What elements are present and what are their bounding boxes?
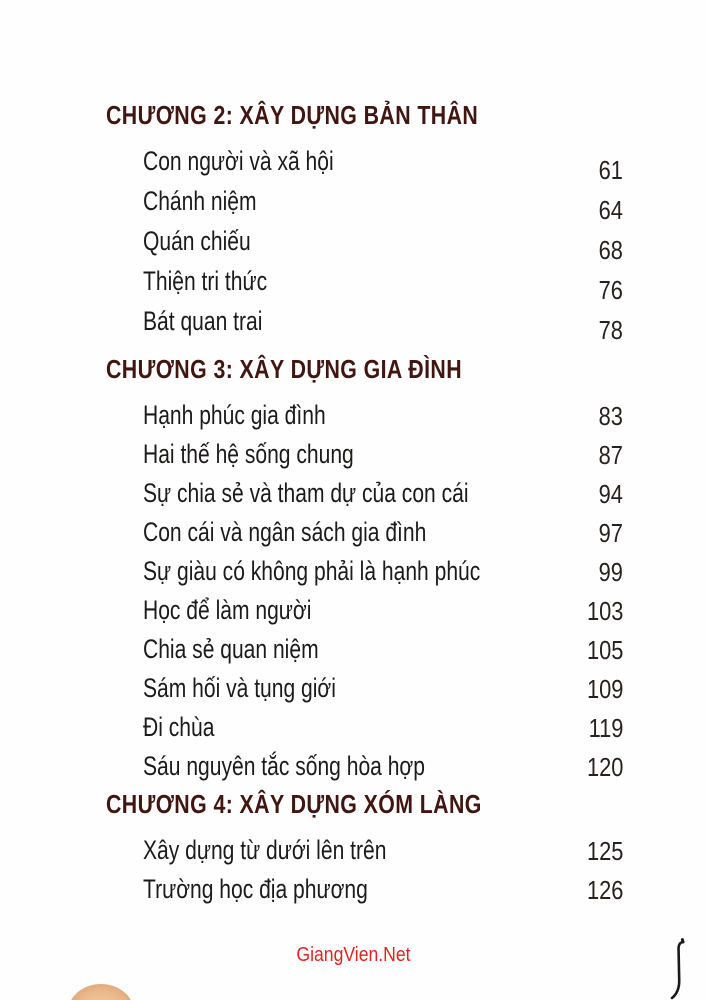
chapter-heading: CHƯƠNG 3: XÂY DỰNG GIA ĐÌNH bbox=[106, 354, 463, 384]
toc-entry bbox=[143, 747, 623, 786]
toc-entry bbox=[143, 142, 623, 185]
toc-entry bbox=[143, 396, 623, 435]
toc-entry-title: Học để làm người bbox=[143, 594, 312, 625]
toc-entry-page-number: 105 bbox=[586, 634, 623, 665]
toc-entry-page-number: 119 bbox=[588, 712, 623, 743]
toc-entry bbox=[143, 474, 623, 513]
toc-entry-title: Sám hối và tụng giới bbox=[143, 672, 336, 703]
toc-entry-page-number: 78 bbox=[598, 315, 623, 345]
toc-entry-page-number: 61 bbox=[598, 155, 623, 185]
toc-entry-page-number: 64 bbox=[598, 195, 623, 225]
chapter-items bbox=[106, 142, 623, 345]
toc-entry-page-number: 109 bbox=[586, 673, 623, 704]
toc-entry-page-number: 76 bbox=[598, 275, 623, 305]
toc-entry bbox=[143, 302, 623, 345]
toc-entry-title: Chia sẻ quan niệm bbox=[143, 633, 319, 664]
toc-section bbox=[106, 789, 623, 909]
chapter-heading: CHƯƠNG 2: XÂY DỰNG BẢN THÂN bbox=[106, 100, 479, 130]
toc-entry bbox=[143, 222, 623, 265]
chapter-items bbox=[106, 831, 623, 909]
toc-entry-title: Bát quan trai bbox=[143, 306, 263, 337]
toc-entry-title: Sáu nguyên tắc sống hòa hợp bbox=[143, 750, 425, 781]
page-edge-line bbox=[670, 938, 692, 1000]
toc-entry-title: Xây dựng từ dưới lên trên bbox=[143, 834, 387, 865]
toc-entry-title: Đi chùa bbox=[143, 711, 215, 742]
chapter-items bbox=[106, 396, 623, 786]
toc-entry bbox=[143, 591, 623, 630]
toc-entry-page-number: 97 bbox=[598, 517, 623, 548]
toc-entry-title: Sự chia sẻ và tham dự của con cái bbox=[143, 477, 469, 508]
finger-artifact bbox=[68, 984, 134, 1000]
toc-entry-page-number: 68 bbox=[598, 235, 623, 265]
toc-entry bbox=[143, 513, 623, 552]
toc-entry bbox=[143, 831, 623, 870]
toc-entry bbox=[143, 552, 623, 591]
toc-entry-title: Con cái và ngân sách gia đình bbox=[143, 516, 427, 547]
toc-section bbox=[106, 354, 623, 786]
toc-entry bbox=[143, 182, 623, 225]
toc-entry-page-number: 94 bbox=[598, 478, 623, 509]
toc-entry bbox=[143, 262, 623, 305]
toc-entry-title: Quán chiếu bbox=[143, 226, 251, 257]
toc-entry-page-number: 120 bbox=[586, 751, 623, 782]
watermark-text: GiangVien.Net bbox=[296, 944, 411, 966]
toc-entry-page-number: 87 bbox=[598, 439, 623, 470]
toc-entry-title: Hai thế hệ sống chung bbox=[143, 438, 354, 469]
toc-entry bbox=[143, 630, 623, 669]
toc-entry-title: Trường học địa phương bbox=[143, 873, 368, 904]
toc-entry bbox=[143, 435, 623, 474]
chapter-heading: CHƯƠNG 4: XÂY DỰNG XÓM LÀNG bbox=[106, 789, 482, 819]
toc-entry bbox=[143, 708, 623, 747]
toc-entry-page-number: 103 bbox=[586, 595, 623, 626]
toc-entry-page-number: 125 bbox=[586, 835, 623, 866]
toc-section bbox=[106, 100, 623, 345]
toc-entry-title: Con người và xã hội bbox=[143, 146, 334, 177]
toc-entry-title: Sự giàu có không phải là hạnh phúc bbox=[143, 555, 481, 586]
toc-entry-page-number: 83 bbox=[598, 400, 623, 431]
toc-entry bbox=[143, 870, 623, 909]
toc-entry-title: Chánh niệm bbox=[143, 186, 257, 217]
toc-entry bbox=[143, 669, 623, 708]
toc-entry-title: Thiện tri thức bbox=[143, 266, 268, 297]
toc-entry-page-number: 126 bbox=[586, 874, 623, 905]
toc-entry-title: Hạnh phúc gia đình bbox=[143, 399, 326, 430]
toc-entry-page-number: 99 bbox=[598, 556, 623, 587]
